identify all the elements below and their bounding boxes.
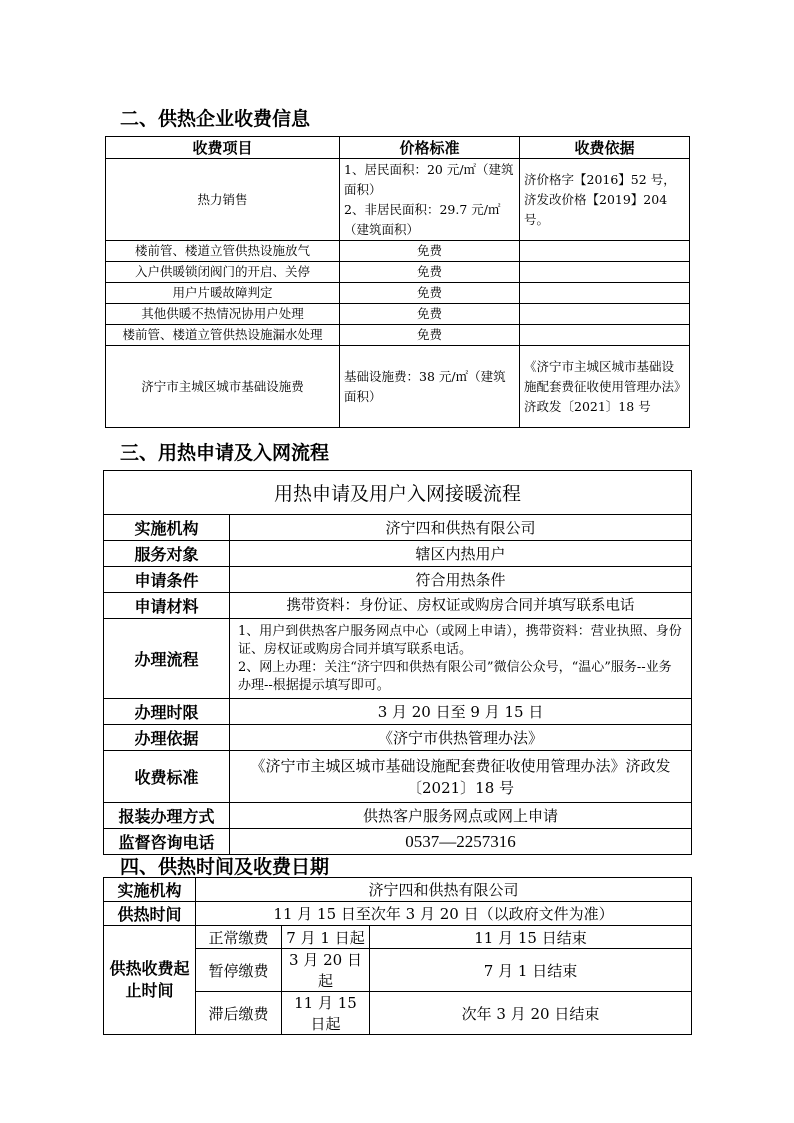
fee-price: 免费: [340, 262, 520, 283]
table-row: [104, 619, 692, 699]
table-row: [106, 304, 690, 325]
fee-item: 其他供暖不热情况协用户处理: [106, 304, 340, 325]
row-label: 服务对象: [104, 541, 230, 567]
row-label: 申请条件: [104, 567, 230, 593]
row-label: 实施机构: [104, 515, 230, 541]
table-row: [106, 283, 690, 304]
table-row: [104, 902, 692, 926]
row-label: 办理依据: [104, 725, 230, 751]
table-row: [104, 567, 692, 593]
period-value: 11 月 15 日至次年 3 月 20 日（以政府文件为准）: [196, 902, 692, 926]
fee-basis: [520, 262, 690, 283]
fee-price: 免费: [340, 304, 520, 325]
fee-type: 暂停缴费: [196, 949, 282, 992]
row-label: 办理流程: [104, 619, 230, 699]
table-row: [106, 159, 690, 241]
row-value: 携带资料：身份证、房权证或购房合同并填写联系电话: [230, 593, 692, 619]
fee-item: 入户供暖锁闭阀门的开启、关停: [106, 262, 340, 283]
fee-item: 热力销售: [106, 159, 340, 241]
col-header-item: 收费项目: [106, 137, 340, 159]
row-value: 符合用热条件: [230, 567, 692, 593]
hotline-value: 0537—2257316: [230, 829, 692, 855]
row-value: 3 月 20 日至 9 月 15 日: [230, 699, 692, 725]
fee-basis: 济价格字【2016】52 号，济发改价格【2019】204 号。: [520, 159, 690, 241]
fee-price: 免费: [340, 283, 520, 304]
table-caption: 用热申请及用户入网接暖流程: [104, 471, 692, 515]
section2-title: 二、供热企业收费信息: [120, 108, 311, 130]
fee-start: 3 月 20 日起: [282, 949, 370, 992]
table-row: [106, 262, 690, 283]
table-row: [104, 926, 692, 949]
row-label: 申请材料: [104, 593, 230, 619]
fee-end: 7 月 1 日结束: [370, 949, 692, 992]
table-row: [104, 751, 692, 803]
table-row: [106, 325, 690, 346]
table-row: [104, 593, 692, 619]
row-value: 济宁四和供热有限公司: [230, 515, 692, 541]
row-value: 《济宁市主城区城市基础设施配套费征收使用管理办法》济政发〔2021〕18 号: [230, 751, 692, 803]
col-header-basis: 收费依据: [520, 137, 690, 159]
fee-price: 免费: [340, 241, 520, 262]
section4-title: 四、供热时间及收费日期: [120, 856, 330, 878]
fee-end: 11 月 15 日结束: [370, 926, 692, 949]
row-label: 报装办理方式: [104, 803, 230, 829]
fee-period-label: 供热收费起止时间: [104, 926, 196, 1035]
row-value: 供热客户服务网点或网上申请: [230, 803, 692, 829]
table-row: [104, 829, 692, 855]
fee-info-table: [105, 136, 690, 428]
fee-item: 楼前管、楼道立管供热设施漏水处理: [106, 325, 340, 346]
row-label: 监督咨询电话: [104, 829, 230, 855]
table-row: [104, 515, 692, 541]
table-row: [104, 725, 692, 751]
heating-schedule-table: [103, 877, 692, 1035]
fee-item: 用户片暖故障判定: [106, 283, 340, 304]
row-label: 办理时限: [104, 699, 230, 725]
fee-basis: [520, 325, 690, 346]
period-label: 供热时间: [104, 902, 196, 926]
section3-title: 三、用热申请及入网流程: [120, 442, 330, 464]
agency-value: 济宁四和供热有限公司: [196, 878, 692, 902]
table-row: [104, 878, 692, 902]
application-process-table: [103, 470, 692, 855]
fee-price: 基础设施费：38 元/㎡（建筑面积）: [340, 346, 520, 428]
fee-price: 1、居民面积：20 元/㎡（建筑面积） 2、非居民面积：29.7 元/㎡（建筑面积）: [340, 159, 520, 241]
agency-label: 实施机构: [104, 878, 196, 902]
fee-table-header-row: [106, 137, 690, 159]
table-row: [106, 241, 690, 262]
row-value: 1、用户到供热客户服务网点中心（或网上申请），携带资料：营业执照、身份证、房权证或购房合同并填写联系电话。 2、网上办理：关注“济宁四和供热有限公司”微信公众号，“温心”服务--业务办理--根据提示填写即可。: [230, 619, 692, 699]
table-row: [104, 803, 692, 829]
fee-price: 免费: [340, 325, 520, 346]
table-row: [104, 699, 692, 725]
fee-item: 济宁市主城区城市基础设施费: [106, 346, 340, 428]
fee-type: 正常缴费: [196, 926, 282, 949]
fee-basis: 《济宁市主城区城市基础设施配套费征收使用管理办法》济政发〔2021〕18 号: [520, 346, 690, 428]
fee-end: 次年 3 月 20 日结束: [370, 992, 692, 1035]
table-row: [106, 346, 690, 428]
row-label: 收费标准: [104, 751, 230, 803]
fee-type: 滞后缴费: [196, 992, 282, 1035]
row-value: 辖区内热用户: [230, 541, 692, 567]
table-row: [104, 541, 692, 567]
fee-start: 11 月 15 日起: [282, 992, 370, 1035]
fee-basis: [520, 241, 690, 262]
row-value: 《济宁市供热管理办法》: [230, 725, 692, 751]
table-caption-row: [104, 471, 692, 515]
fee-start: 7 月 1 日起: [282, 926, 370, 949]
fee-basis: [520, 283, 690, 304]
fee-basis: [520, 304, 690, 325]
col-header-price: 价格标准: [340, 137, 520, 159]
fee-item: 楼前管、楼道立管供热设施放气: [106, 241, 340, 262]
